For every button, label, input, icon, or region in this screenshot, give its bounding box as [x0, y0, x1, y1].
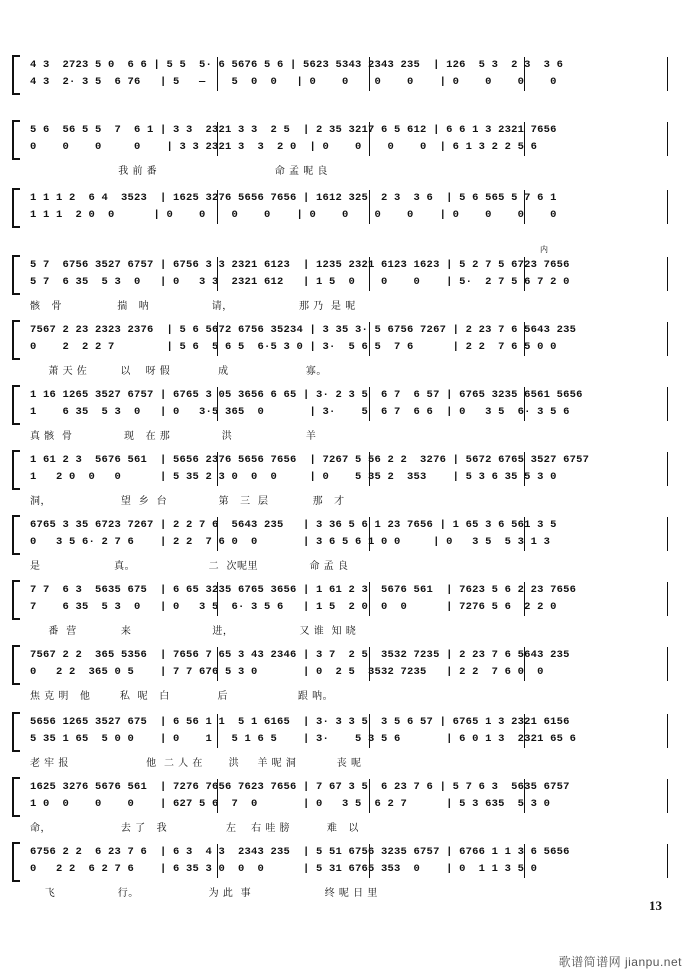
bar-line — [667, 714, 668, 748]
lyrics-line: 焦 克 明 他 私 呢 白 后 跟 呐。 — [30, 691, 334, 702]
music-system — [12, 120, 672, 177]
lower-staff-notes: 1 2 0 0 0 | 5 35 2 3 0 0 0 | 0 5 35 2 353 | 5 3 6 35 5 3 0 — [30, 471, 557, 483]
upper-staff-notes: 1625 3276 5676 561 | 7276 7656 7623 7656 | 7 67 3 5 6 23 7 6 | 5 7 6 3 5635 6757 — [30, 781, 570, 793]
lyrics-line: 飞 行。 为 此 事 终 呢 日 里 — [30, 888, 378, 899]
music-system — [12, 842, 672, 899]
upper-staff-notes: 7 7 6 3 5635 675 | 6 65 3235 6765 3656 | 1 61 2 3 5676 561 | 7623 5 6 2 23 7656 — [30, 584, 577, 596]
lower-staff-notes: 5 35 1 65 5 0 0 | 0 1 5 1 6 5 | 3· 5 3 5 6 | 6 0 1 3 2321 65 6 — [30, 733, 577, 745]
upper-staff-notes: 1 1 1 2 6 4 3523 | 1625 3276 5656 7656 | 1612 325 2 3 3 6 | 5 6 565 5 7 6 1 — [30, 192, 557, 204]
bar-line — [667, 582, 668, 616]
lyrics-line: 命， 去 了 我 左 右 哇 膀 难 以 — [30, 823, 359, 834]
upper-staff-notes: 5 7 6756 3527 6757 | 6756 3 3 2321 6123 | 1235 2321 6123 1623 | 5 2 7 5 6723 7656 — [30, 259, 570, 271]
music-system — [12, 450, 672, 507]
music-system — [12, 777, 672, 834]
bar-line — [667, 779, 668, 813]
bar-line — [667, 257, 668, 291]
lyrics-line: 我 前 番 命 孟 呢 良 — [30, 166, 328, 177]
music-system — [12, 55, 672, 99]
system-brace — [12, 120, 20, 160]
music-system — [12, 515, 672, 572]
music-system — [12, 580, 672, 637]
system-brace — [12, 55, 20, 95]
watermark: 歌谱简谱网 jianpu.net — [558, 955, 682, 969]
lyrics-line: 洞， 望 乡 台 第 三 层 那 才 — [30, 496, 345, 507]
lower-staff-notes: 0 2 2 2 7 | 5 6 5 6 5 6·5 3 0 | 3· 5 6 5 7 6 | 2 2 7 6 5 0 0 — [30, 341, 557, 353]
lyrics-line: 番 营 来 进， 又 谁 知 晓 — [30, 626, 357, 637]
bar-line — [667, 517, 668, 551]
system-brace — [12, 515, 20, 555]
music-system — [12, 255, 672, 312]
music-system — [12, 188, 672, 232]
lower-staff-notes: 0 2 2 365 0 5 | 7 7 676 5 3 0 | 0 2 5 3532 7235 | 2 2 7 6 0 0 — [30, 666, 544, 678]
lower-staff-notes: 1 1 1 2 0 0 | 0 0 0 0 | 0 0 0 0 | 0 0 0 0 — [30, 209, 557, 221]
music-system — [12, 645, 672, 702]
lower-staff-notes: 5 7 6 35 5 3 0 | 0 3 3 2321 612 | 1 5 0 0 0 | 5· 2 7 5 6 7 2 0 — [30, 276, 570, 288]
music-system — [12, 385, 672, 442]
upper-staff-notes: 7567 2 2 365 5356 | 7656 7 65 3 43 2346 | 3 7 2 5 3532 7235 | 2 23 7 6 5643 235 — [30, 649, 570, 661]
upper-staff-notes: 6756 2 2 6 23 7 6 | 6 3 4 3 2343 235 | 5 51 6756 3235 6757 | 6766 1 1 3 6 5656 — [30, 846, 570, 858]
system-brace — [12, 450, 20, 490]
upper-staff-notes: 6765 3 35 6723 7267 | 2 2 7 6 5643 235 | 3 36 5 6 1 23 7656 | 1 65 3 6 561 3 5 — [30, 519, 557, 531]
system-brace — [12, 255, 20, 295]
lyrics-line: 骸 骨 揣 呐 请， 那 乃 是 呢 — [30, 301, 356, 312]
music-system — [12, 320, 672, 377]
bar-line — [667, 122, 668, 156]
system-brace — [12, 842, 20, 882]
lower-staff-notes: 0 3 5 6· 2 7 6 | 2 2 7 6 0 0 | 3 6 5 6 1 0 0 | 0 3 5 5 3 1 3 — [30, 536, 551, 548]
lower-staff-notes: 7 6 35 5 3 0 | 0 3 5 6· 3 5 6 | 1 5 2 0 0 0 | 7276 5 6 2 2 0 — [30, 601, 557, 613]
upper-staff-notes: 7567 2 23 2323 2376 | 5 6 5672 6756 35234 | 3 35 3· 5 6756 7267 | 2 23 7 6 5643 235 — [30, 324, 577, 336]
bar-line — [667, 57, 668, 91]
system-brace — [12, 188, 20, 228]
upper-staff-notes: 5 6 56 5 5 7 6 1 | 3 3 2321 3 3 2 5 | 2 35 3217 6 5 612 | 6 6 1 3 2321 7656 — [30, 124, 557, 136]
lower-staff-notes: 4 3 2· 3 5 6 76 | 5 — 5 0 0 | 0 0 0 0 | 0 0 0 0 — [30, 76, 557, 88]
bar-line — [667, 452, 668, 486]
system-brace — [12, 385, 20, 425]
system-brace — [12, 320, 20, 360]
section-marker: 内 — [540, 245, 548, 254]
lower-staff-notes: 1 6 35 5 3 0 | 0 3·5 365 0 | 3· 5 6 7 6 6 | 0 3 5 6· 3 5 6 — [30, 406, 570, 418]
system-brace — [12, 580, 20, 620]
bar-line — [667, 647, 668, 681]
lower-staff-notes: 0 2 2 6 2 7 6 | 6 35 3 0 0 0 | 5 31 6765 353 0 | 0 1 1 3 5 0 — [30, 863, 538, 875]
upper-staff-notes: 5656 1265 3527 675 | 6 56 1 1 5 1 6165 | 3· 3 3 5 3 5 6 57 | 6765 1 3 2321 6156 — [30, 716, 570, 728]
lower-staff-notes: 1 0 0 0 0 | 627 5 6 7 0 | 0 3 5 6 2 7 | 5 3 635 5 3 0 — [30, 798, 551, 810]
system-brace — [12, 777, 20, 817]
lyrics-line: 老 牢 报 他 二 人 在 洪 羊 呢 洞 丧 呢 — [30, 758, 362, 769]
lyrics-line: 萧 天 佐 以 呀 假 成 寡。 — [30, 366, 327, 377]
upper-staff-notes: 1 16 1265 3527 6757 | 6765 3 05 3656 6 65 | 3· 2 3 5 6 7 6 57 | 6765 3235 6561 5656 — [30, 389, 583, 401]
music-system — [12, 712, 672, 769]
page-number: 13 — [649, 898, 662, 913]
bar-line — [667, 844, 668, 878]
bar-line — [667, 322, 668, 356]
upper-staff-notes: 4 3 2723 5 0 6 6 | 5 5 5· 6 5676 5 6 | 5623 5343 2343 235 | 126 5 3 2 3 3 6 — [30, 59, 564, 71]
lyrics-line: 真 骸 骨 现 在 那 洪 羊 — [30, 431, 317, 442]
bar-line — [667, 190, 668, 224]
upper-staff-notes: 1 61 2 3 5676 561 | 5656 2376 5656 7656 | 7267 5 56 2 2 3276 | 5672 6765 3527 6757 — [30, 454, 590, 466]
system-brace — [12, 645, 20, 685]
lyrics-line: 是 真。 二 次呢里 命 孟 良 — [30, 561, 349, 572]
lower-staff-notes: 0 0 0 0 | 3 3 2321 3 3 2 0 | 0 0 0 0 | 6 1 3 2 2 5 6 — [30, 141, 538, 153]
bar-line — [667, 387, 668, 421]
system-brace — [12, 712, 20, 752]
